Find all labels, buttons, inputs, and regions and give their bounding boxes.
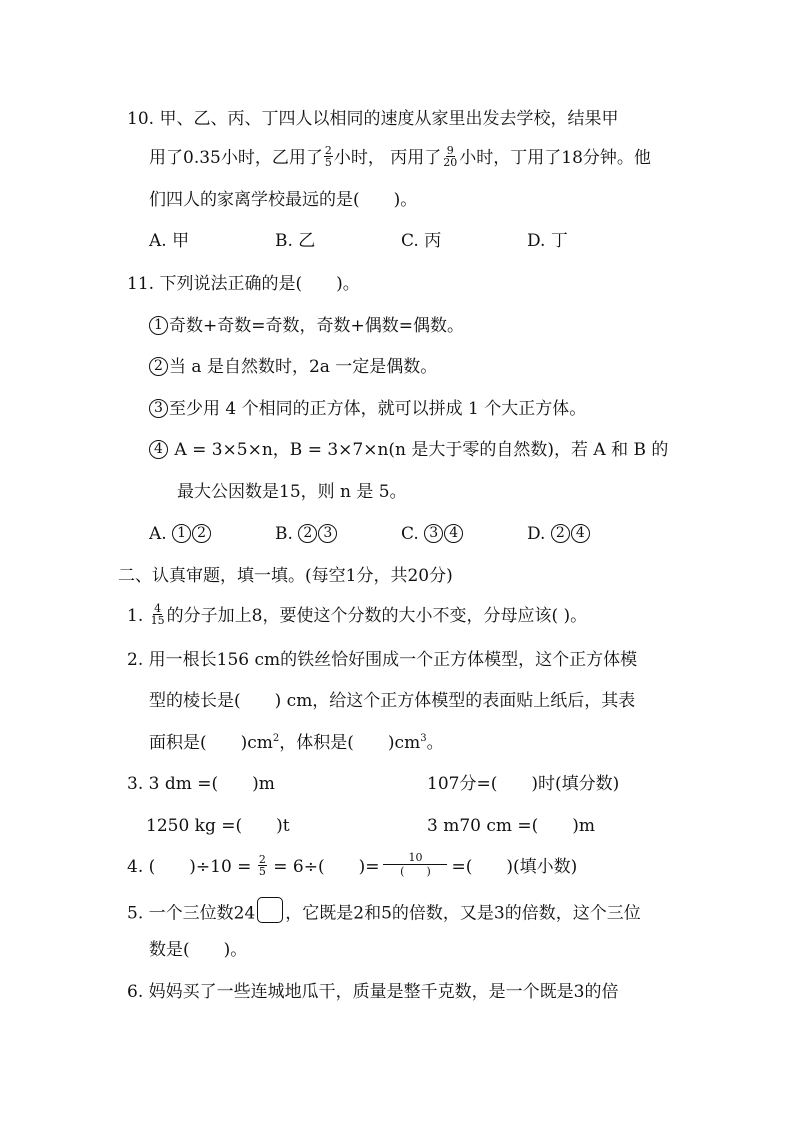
superscript: 2: [272, 733, 280, 744]
circled-number-4: 4: [149, 440, 168, 459]
q11-option-a[interactable]: [149, 522, 212, 546]
q11-statement-4-cont: 最大公因数是15，则 n 是 5。: [177, 482, 407, 502]
fill-q4-c: =( )(填小数): [451, 857, 578, 877]
q10-line-2-c: 小时，丁用了18分钟。他: [459, 148, 651, 168]
superscript: 3: [420, 733, 427, 744]
fraction-2-5: [324, 145, 333, 168]
circled-number: 3: [318, 524, 337, 543]
fill-q3-d: 3 m70 cm =( )m: [427, 816, 596, 836]
q10-option-d[interactable]: D. 丁: [527, 231, 568, 251]
q10-option-a[interactable]: A. 甲: [149, 231, 190, 251]
fill-q4: [127, 851, 578, 881]
section-2-title: 二、认真审题，填一填。(每空1分，共20分): [118, 566, 453, 586]
option-letter: B.: [275, 524, 293, 544]
fraction-2-5: [258, 854, 267, 877]
circled-number-3: 3: [149, 399, 168, 418]
q11-statement-4: [149, 438, 668, 462]
fraction-denominator: 20: [443, 156, 458, 169]
q10-line-1: 10. 甲、乙、丙、丁四人以相同的速度从家里出发去学校，结果甲: [127, 109, 619, 129]
q10-line-2: [149, 146, 651, 170]
fill-q5-line-1: [127, 901, 641, 927]
fill-q5-line-1-a: 5. 一个三位数24: [127, 903, 256, 924]
q10-line-2-a: 用了0.35小时，乙用了: [149, 148, 323, 168]
fill-q3-b: 107分=( )时(填分数): [427, 774, 620, 794]
fill-q2-line-3: [149, 731, 444, 755]
fraction-denominator: 15: [150, 614, 165, 627]
fraction-numerator: 9: [446, 144, 454, 157]
q10-line-3: 们四人的家离学校最远的是( )。: [149, 190, 418, 210]
fill-q2-line-3-a: 面积是( )cm: [149, 733, 273, 753]
circled-number: 2: [298, 524, 317, 543]
fill-q2-line-2: 型的棱长是( ) cm，给这个正方体模型的表面贴上纸后，其表: [149, 691, 636, 711]
fill-q4-a: 4. ( )÷10 =: [127, 857, 252, 877]
q11-option-d[interactable]: [527, 522, 591, 546]
q11-statement-3: [149, 397, 586, 421]
fill-q5-line-1-b: ，它既是2和5的倍数，又是3的倍数，这个三位: [285, 903, 641, 924]
fraction-numerator: 10: [383, 851, 447, 865]
statement-text: 至少用 4 个相同的正方体，就可以拼成 1 个大正方体。: [169, 399, 587, 419]
q11-option-b[interactable]: [275, 522, 338, 546]
q11-option-c[interactable]: [401, 522, 464, 546]
q11-stem: 11. 下列说法正确的是( )。: [127, 274, 360, 294]
circled-number: 3: [424, 524, 443, 543]
fraction-4-15: [150, 603, 166, 626]
circled-number: 1: [172, 524, 191, 543]
circled-number-1: 1: [149, 316, 168, 335]
statement-text: 当 a 是自然数时，2a 一定是偶数。: [169, 357, 438, 377]
circled-number: 2: [551, 524, 570, 543]
fraction-denominator: 5: [324, 156, 332, 169]
circled-number: 4: [444, 524, 463, 543]
statement-text: A = 3×5×n，B = 3×7×n(n 是大于零的自然数)，若 A 和 B 的: [169, 440, 669, 460]
fill-q2-line-3-b: ，体积是( )cm: [279, 733, 421, 753]
fill-q3-c: 1250 kg =( )t: [146, 816, 290, 836]
fill-q1-text: 的分子加上8，要使这个分数的大小不变，分母应该( )。: [166, 606, 588, 626]
fraction-10-over-blank: [383, 851, 447, 878]
q11-statement-1: [149, 314, 464, 338]
fraction-numerator: 4: [154, 602, 162, 615]
fraction-numerator: 2: [258, 853, 266, 866]
fill-q4-b: = 6÷( )=: [273, 857, 380, 877]
option-letter: D.: [527, 524, 546, 544]
fill-q2-line-1: 2. 用一根长156 cm的铁丝恰好围成一个正方体模型，这个正方体模: [127, 650, 638, 670]
digit-blank-box[interactable]: [257, 897, 283, 923]
fraction-9-20: [442, 145, 458, 168]
q11-statement-2: [149, 355, 437, 379]
option-letter: C.: [401, 524, 419, 544]
fill-q1: [127, 604, 587, 628]
fill-q6-line-1: 6. 妈妈买了一些连城地瓜干，质量是整千克数，是一个既是3的倍: [127, 982, 619, 1002]
circled-number: 2: [192, 524, 211, 543]
fraction-denominator: 5: [258, 865, 266, 878]
fill-q5-line-2: 数是( )。: [149, 940, 248, 960]
option-letter: A.: [149, 524, 167, 544]
fraction-denominator: ( ): [400, 865, 431, 878]
q10-option-b[interactable]: B. 乙: [275, 231, 316, 251]
q10-line-2-b: 小时， 丙用了: [333, 148, 442, 168]
statement-text: 奇数+奇数=奇数，奇数+偶数=偶数。: [169, 316, 464, 336]
fill-q2-line-3-c: 。: [426, 733, 444, 753]
fraction-numerator: 2: [324, 144, 332, 157]
circled-number: 4: [571, 524, 590, 543]
q10-option-c[interactable]: C. 丙: [401, 231, 442, 251]
fill-q3-a: 3. 3 dm =( )m: [127, 774, 275, 794]
question-number: 1.: [127, 606, 144, 626]
circled-number-2: 2: [149, 357, 168, 376]
